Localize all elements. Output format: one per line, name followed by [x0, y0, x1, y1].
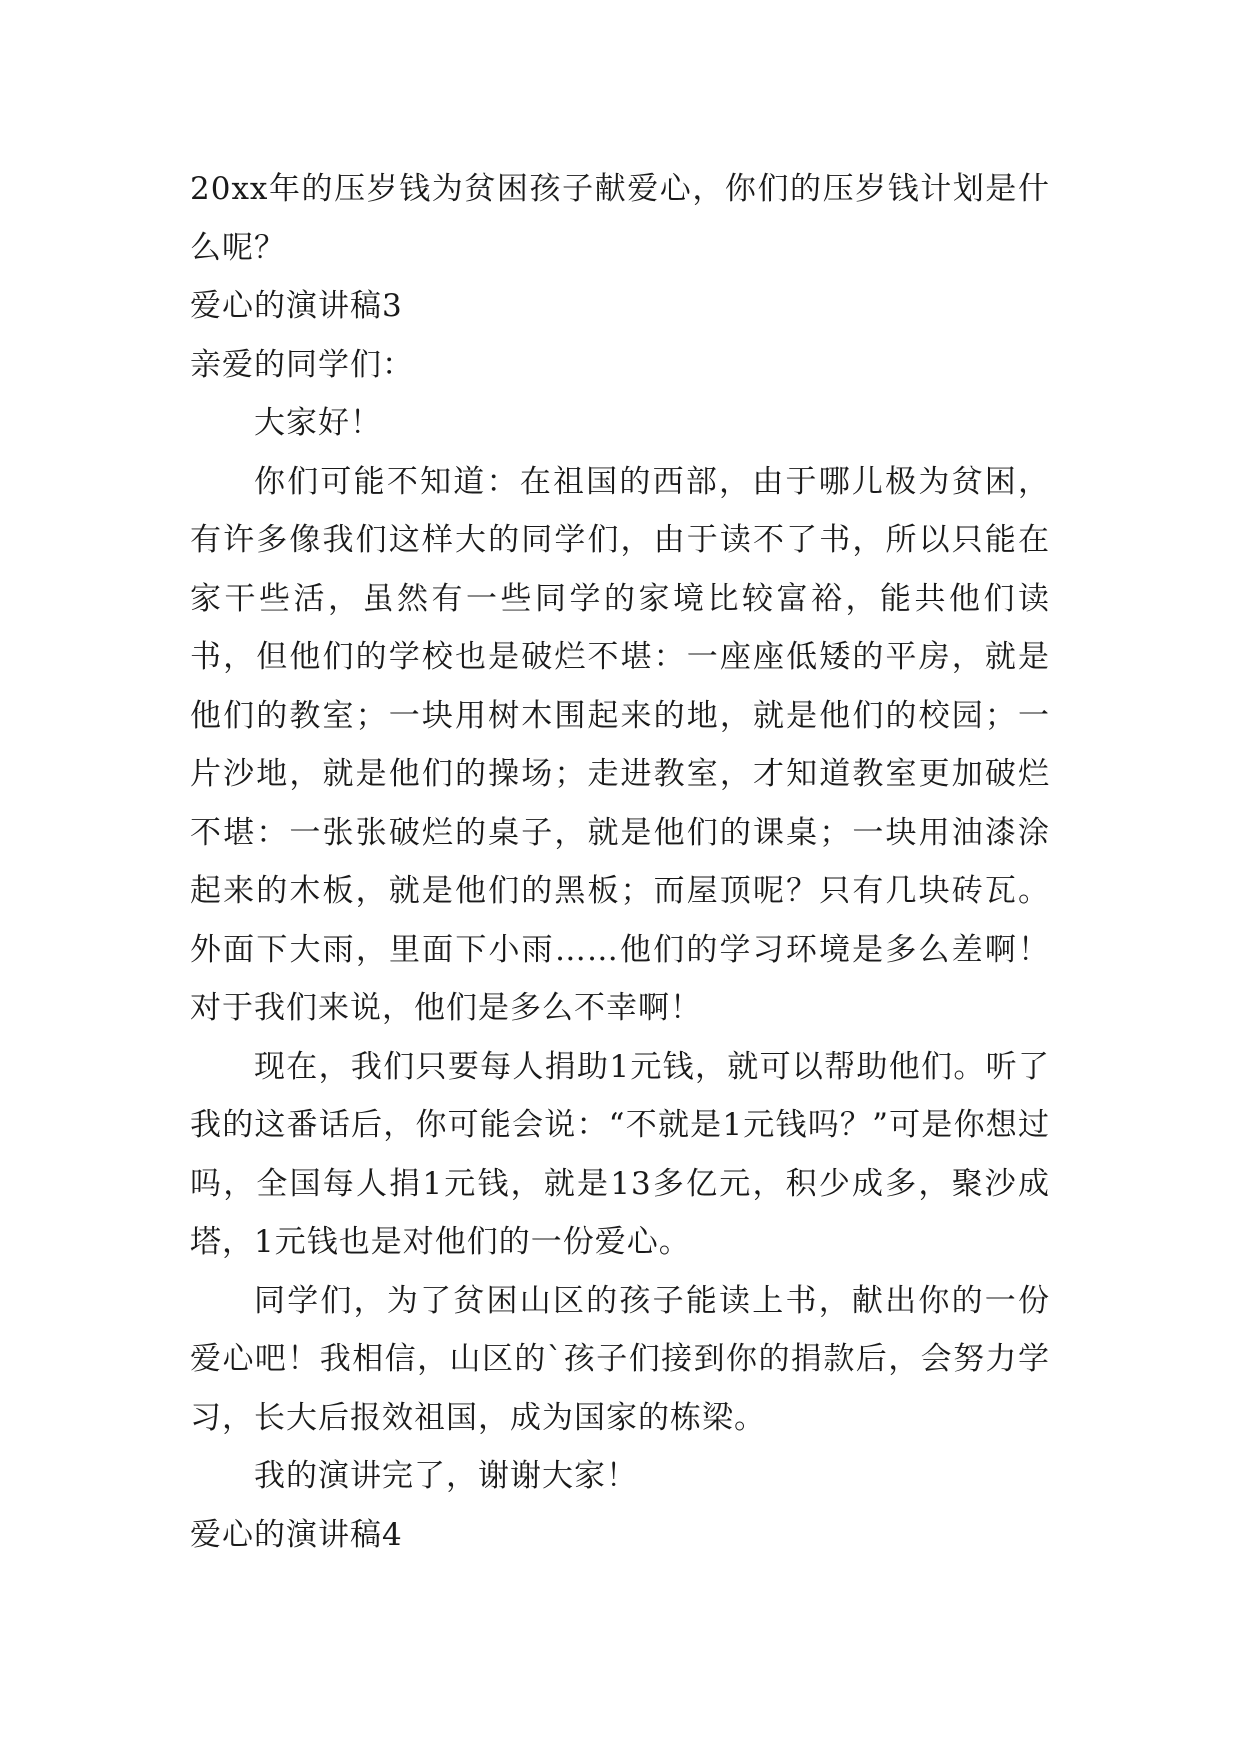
closing: 我的演讲完了，谢谢大家！	[254, 1458, 638, 1494]
greeting: 大家好！	[254, 405, 382, 441]
salutation: 亲爱的同学们：	[190, 346, 414, 383]
document-body	[190, 160, 1050, 1564]
section-heading-4: 爱心的演讲稿4	[190, 1516, 403, 1553]
paragraph-body-1: 你们可能不知道：在祖国的西部，由于哪儿极为贫困，有许多像我们这样大的同学们，由于读不了书，所以只能在家干些活，虽然有一些同学的家境比较富裕，能共他们读书，但他们的学校也是破烂不堪：一座座低矮的平房，就是他们的教室；一块用树木围起来的地，就是他们的校园；一片沙地，就是他们的操场；走进教室，才知道教室更加破烂不堪：一张张破烂的桌子，就是他们的课桌；一块用油漆涂起来的木板，就是他们的黑板；而屋顶呢？只有几块砖瓦。外面下大雨，里面下小雨……他们的学习环境是多么差啊！对于我们来说，他们是多么不幸啊！	[190, 463, 1050, 1026]
paragraph-body-2: 现在，我们只要每人捐助1元钱，就可以帮助他们。听了我的这番话后，你可能会说：“不就是1元钱吗？”可是你想过吗，全国每人捐1元钱，就是13多亿元，积少成多，聚沙成塔，1元钱也是对他们的一份爱心。	[190, 1048, 1050, 1260]
paragraph-body-3: 同学们，为了贫困山区的孩子能读上书，献出你的一份爱心吧！我相信，山区的`孩子们接到你的捐款后，会努力学习，长大后报效祖国，成为国家的栋梁。	[190, 1282, 1050, 1436]
paragraph-intro: 20xx年的压岁钱为贫困孩子献爱心，你们的压岁钱计划是什么呢？	[190, 171, 1050, 266]
section-heading-3: 爱心的演讲稿3	[190, 288, 403, 324]
